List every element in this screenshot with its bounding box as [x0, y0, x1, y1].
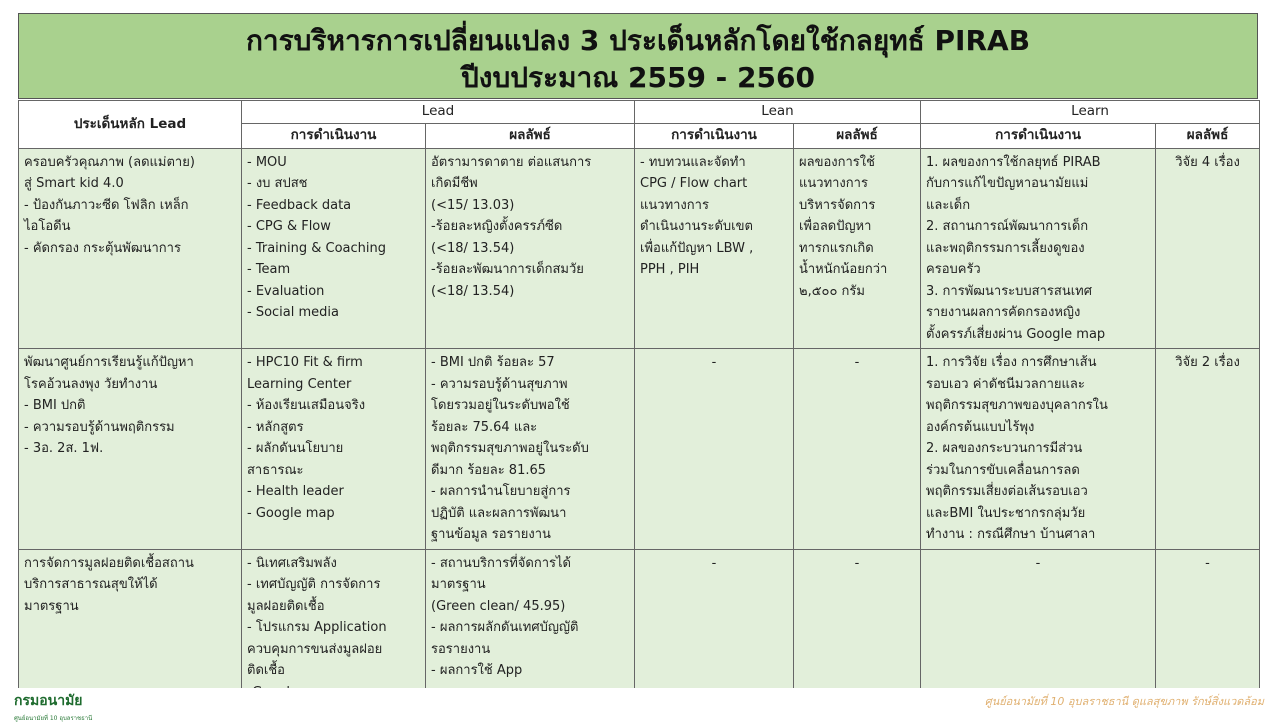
cell-text: - คัดกรอง กระตุ้นพัฒนาการ [24, 240, 181, 256]
cell-text: พฤติกรรมเสี่ยงต่อเส้นรอบเอว [926, 484, 1088, 499]
cell-text: - ผลักดันนโยบาย [247, 441, 344, 456]
cell-text: ดำเนินงานระดับเขต [640, 219, 753, 234]
cell-text: พฤติกรรมสุขภาพอยู่ในระดับ [431, 441, 589, 456]
cell-text: โรคอ้วนลงพุง วัยทำงาน [24, 376, 158, 392]
cell-learn-op [921, 148, 1156, 349]
cell-text: - โปรแกรม Application [247, 620, 387, 635]
table-row [19, 148, 1260, 349]
cell-issue [19, 148, 242, 349]
cell-lead-res [426, 349, 635, 550]
title-line-2: ปีงบประมาณ 2559 - 2560 [461, 61, 815, 94]
cell-lead-op [242, 148, 426, 349]
cell-text: - Feedback data [247, 197, 352, 213]
cell-text: - นิเทศเสริมพลัง [247, 555, 337, 571]
cell-learn-res [1156, 349, 1260, 550]
cell-text: บริการสาธารณสุขให้ได้ [24, 577, 158, 592]
cell-text: - Google map [247, 505, 335, 521]
cell-text: วิจัย 4 เรื่อง [1175, 154, 1240, 170]
cell-text: ร้อยละ 75.64 และ [431, 419, 538, 435]
cell-text: - ผลการนำนโยบายสู่การ [431, 484, 571, 499]
cell-text: บริหารจัดการ [799, 197, 876, 213]
cell-text: องค์กรต้นแบบไร้พุง [926, 419, 1035, 435]
cell-text: ๒,๕๐๐ กรัม [799, 283, 865, 299]
cell-text: - Team [247, 262, 291, 277]
cell-text: โดยรวมอยู่ในระดับพอใช้ [431, 398, 570, 413]
cell-text: พฤติกรรมสุขภาพของบุคลากรใน [926, 398, 1108, 413]
table-row [19, 549, 1260, 707]
cell-text: Learning Center [247, 376, 352, 392]
cell-lead-res [426, 148, 635, 349]
header-lean-result: ผลลัพธ์ [794, 123, 921, 148]
cell-lead-res [426, 549, 635, 707]
cell-lean-res [794, 349, 921, 550]
logo-text: กรมอนามัย [14, 693, 83, 709]
cell-text: 1. การวิจัย เรื่อง การศึกษาเส้น [926, 355, 1097, 370]
cell-text: - BMI ปกติ ร้อยละ 57 [431, 355, 555, 370]
cell-text: ตั้งครรภ์เสี่ยงผ่าน Google map [926, 326, 1106, 342]
cell-text: 2. ผลของกระบวนการมีส่วน [926, 441, 1083, 456]
cell-text: - BMI ปกติ [24, 398, 86, 413]
cell-text: CPG / Flow chart [640, 176, 748, 191]
cell-text: น้ำหนักน้อยกว่า [799, 262, 888, 277]
cell-text: - ความรอบรู้ด้านสุขภาพ [431, 376, 568, 392]
cell-text: 3. การพัฒนาระบบสารสนเทศ [926, 283, 1092, 299]
cell-text: - ทบทวนและจัดทำ [640, 154, 746, 170]
cell-text: - [854, 355, 860, 370]
cell-text: (<15/ 13.03) [431, 197, 515, 213]
cell-text: - ผลการใช้ App [431, 663, 523, 678]
cell-text: พัฒนาศูนย์การเรียนรู้แก้ปัญหา [24, 355, 194, 370]
cell-text: ควบคุมการขนส่งมูลฝอย [247, 641, 383, 657]
cell-text: ร่วมในการขับเคลื่อนการลด [926, 462, 1080, 478]
cell-text: - [1205, 555, 1210, 571]
cell-issue [19, 349, 242, 550]
cell-text: - Evaluation [247, 283, 325, 299]
header-lean: Lean [635, 101, 921, 124]
cell-text: (<18/ 13.54) [431, 283, 515, 299]
cell-text: 2. สถานการณ์พัฒนาการเด็ก [926, 219, 1089, 234]
cell-text: PPH , PIH [640, 262, 700, 277]
cell-text: - MOU [247, 154, 287, 170]
cell-text: - หลักสูตร [247, 419, 304, 435]
header-lead-operation: การดำเนินงาน [242, 123, 426, 148]
cell-text: แนวทางการ [640, 197, 709, 213]
cell-learn-op [921, 549, 1156, 707]
cell-text: 1. ผลของการใช้กลยุทธ์ PIRAB [926, 154, 1101, 170]
cell-lean-res [794, 148, 921, 349]
cell-text: ดีมาก ร้อยละ 81.65 [431, 462, 547, 478]
header-lead-result: ผลลัพธ์ [426, 123, 635, 148]
cell-text: -ร้อยละพัฒนาการเด็กสมวัย [431, 262, 584, 277]
cell-text: ครอบครัว [926, 262, 981, 277]
cell-text: ปฏิบัติ และผลการพัฒนา [431, 505, 567, 521]
department-logo [14, 690, 92, 723]
table-row [19, 349, 1260, 550]
cell-learn-res [1156, 549, 1260, 707]
cell-text: ครอบครัวคุณภาพ (ลดแม่ตาย) [24, 154, 195, 170]
cell-text: ทารกแรกเกิด [799, 240, 874, 256]
title-banner [18, 13, 1258, 99]
cell-text: สาธารณะ [247, 462, 304, 478]
cell-text: - ผลการผลักดันเทศบัญญัติ [431, 620, 579, 635]
cell-text: - CPG & Flow [247, 219, 331, 234]
cell-text: - สถานบริการที่จัดการได้ [431, 555, 571, 571]
cell-text: - ป้องกันภาวะซีด โฟลิก เหล็ก [24, 197, 189, 213]
cell-text: รอบเอว ค่าดัชนีมวลกายและ [926, 376, 1085, 392]
cell-text: ไอโอดีน [24, 219, 71, 234]
cell-text: รายงานผลการคัดกรองหญิง [926, 305, 1081, 320]
header-learn: Learn [921, 101, 1260, 124]
cell-text: มูลฝอยติดเชื้อ [247, 598, 325, 614]
cell-text: แนวทางการ [799, 176, 868, 191]
header-learn-result: ผลลัพธ์ [1156, 123, 1260, 148]
cell-text: อัตรามารดาตาย ต่อแสนการ [431, 154, 592, 170]
cell-text: - [1035, 555, 1041, 571]
footer-slogan: ศูนย์อนามัยที่ 10 อุบลราชธานี ดูแลสุขภาพ รักษ์สิ่งแวดล้อม [984, 695, 1264, 708]
cell-text: การจัดการมูลฝอยติดเชื้อสถาน [24, 555, 194, 571]
cell-text: มาตรฐาน [24, 598, 79, 614]
cell-text: ติดเชื้อ [247, 663, 285, 678]
logo-subtext: ศูนย์อนามัยที่ 10 อุบลราชธานี [14, 715, 93, 722]
cell-text: -ร้อยละหญิงตั้งครรภ์ซีด [431, 219, 563, 234]
cell-text: ฐานข้อมูล รอรายงาน [431, 527, 551, 542]
strategy-table [18, 100, 1260, 707]
header-learn-operation: การดำเนินงาน [921, 123, 1156, 148]
cell-text: - [711, 555, 717, 571]
cell-issue [19, 549, 242, 707]
cell-lean-op [635, 148, 794, 349]
cell-text: - [711, 355, 717, 370]
cell-text: และพฤติกรรมการเลี้ยงดูของ [926, 240, 1085, 256]
cell-lean-op [635, 349, 794, 550]
cell-text: - Training & Coaching [247, 240, 387, 256]
header-lean-operation: การดำเนินงาน [635, 123, 794, 148]
cell-text: สู่ Smart kid 4.0 [24, 176, 124, 191]
cell-text: - HPC10 Fit & firm [247, 355, 363, 370]
cell-lead-op [242, 349, 426, 550]
cell-text: - ห้องเรียนเสมือนจริง [247, 398, 366, 413]
cell-text: มาตรฐาน [431, 577, 486, 592]
cell-text: ทำงาน : กรณีศึกษา บ้านศาลา [926, 527, 1096, 542]
header-main-issue: ประเด็นหลัก Lead [19, 101, 242, 149]
cell-text: - 3อ. 2ส. 1ฟ. [24, 441, 104, 456]
cell-text: (<18/ 13.54) [431, 240, 515, 256]
cell-learn-res [1156, 148, 1260, 349]
cell-lead-op [242, 549, 426, 707]
header-lead: Lead [242, 101, 635, 124]
cell-text: รอรายงาน [431, 641, 491, 657]
cell-learn-op [921, 349, 1156, 550]
title-line-1: การบริหารการเปลี่ยนแปลง 3 ประเด็นหลักโดยใช้กลยุทธ์ PIRAB [245, 24, 1031, 57]
cell-text: กับการแก้ไขปัญหาอนามัยแม่ [926, 176, 1089, 191]
cell-text: เกิดมีชีพ [431, 176, 478, 191]
cell-text: - งบ สปสช [247, 176, 308, 191]
cell-lean-op [635, 549, 794, 707]
cell-text: เพื่อแก้ปัญหา LBW , [640, 240, 754, 256]
cell-text: และBMI ในประชากรกลุ่มวัย [926, 505, 1086, 521]
cell-text: วิจัย 2 เรื่อง [1175, 355, 1240, 370]
cell-text: เพื่อลดปัญหา [799, 219, 872, 234]
cell-text: - Social media [247, 305, 339, 320]
cell-text: (Green clean/ 45.95) [431, 598, 566, 614]
cell-text: - ความรอบรู้ด้านพฤติกรรม [24, 419, 175, 435]
cell-text: - เทศบัญญัติ การจัดการ [247, 577, 381, 592]
cell-text: - Health leader [247, 484, 344, 499]
cell-text: และเด็ก [926, 197, 971, 213]
cell-text: - [854, 555, 860, 571]
cell-text: ผลของการใช้ [799, 154, 875, 170]
cell-lean-res [794, 549, 921, 707]
